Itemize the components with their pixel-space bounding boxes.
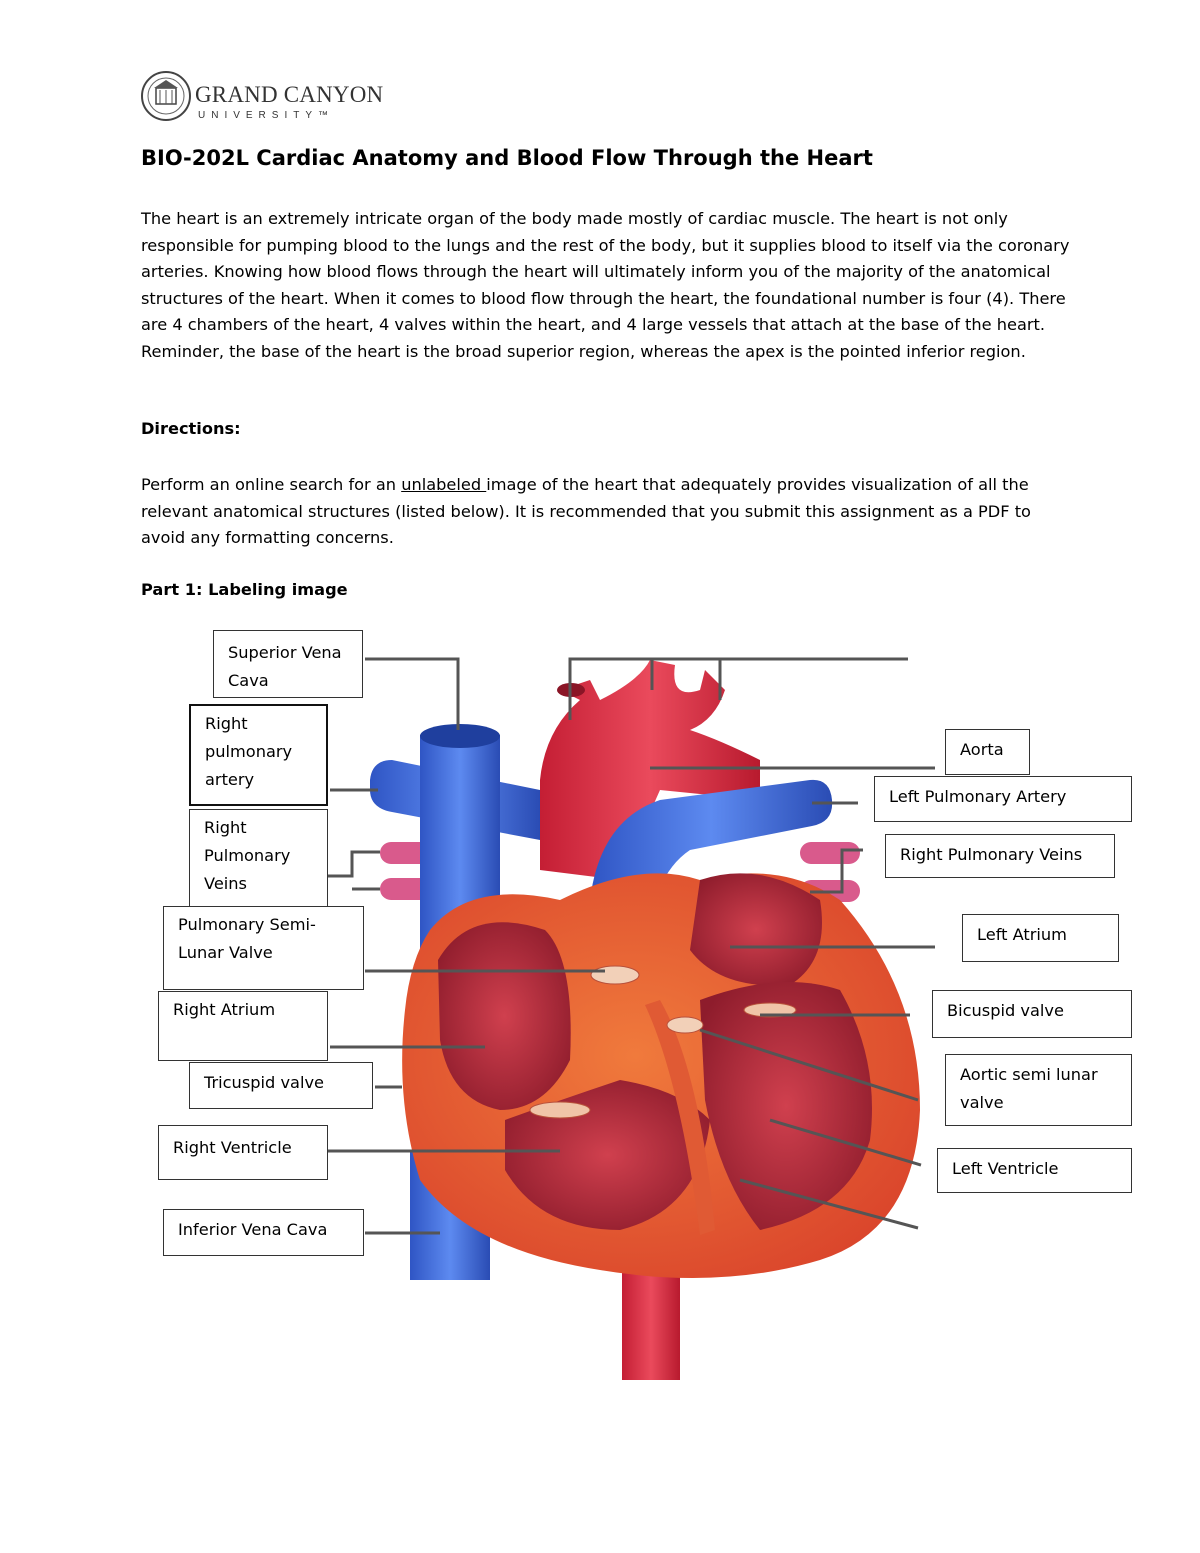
directions-text-after: image of the heart that adequately provides visualization of all the relevant anatomical structures (listed below). It is recommended that you submit this assignment as a PDF to avoid any formatting concerns.	[141, 475, 1031, 547]
label-bicuspid-valve: Bicuspid valve	[932, 990, 1132, 1038]
label-right-atrium: Right Atrium	[158, 991, 328, 1061]
university-name: GRAND CANYON	[195, 82, 384, 107]
label-right-pulmonary-veins-right: Right Pulmonary Veins	[885, 834, 1115, 878]
left-atrium-cavity	[690, 873, 822, 985]
label-superior-vena-cava: Superior Vena Cava	[213, 630, 363, 698]
label-right-ventricle: Right Ventricle	[158, 1125, 328, 1180]
directions-text-before: Perform an online search for an	[141, 475, 402, 494]
tricuspid-valve-shape	[530, 1102, 590, 1118]
label-aorta: Aorta	[945, 729, 1030, 775]
label-pulmonary-semilunar-valve: Pulmonary Semi-Lunar Valve	[163, 906, 364, 990]
university-subtitle: UNIVERSITY™	[198, 110, 335, 121]
directions-heading: Directions:	[141, 419, 241, 438]
label-tricuspid-valve: Tricuspid valve	[189, 1062, 373, 1109]
page-title: BIO-202L Cardiac Anatomy and Blood Flow Through the Heart	[141, 146, 873, 170]
label-right-pulmonary-artery: Right pulmonary artery	[189, 704, 328, 806]
label-left-atrium: Left Atrium	[962, 914, 1119, 962]
right-atrium-cavity	[438, 922, 571, 1110]
aortic-valve-shape	[667, 1017, 703, 1033]
directions-underlined: unlabeled	[401, 475, 487, 494]
label-aortic-semilunar-valve: Aortic semi lunar valve	[945, 1054, 1132, 1126]
part1-heading: Part 1: Labeling image	[141, 580, 348, 599]
pulmonary-valve-shape	[591, 966, 639, 984]
label-right-pulmonary-veins-left: Right Pulmonary Veins	[189, 809, 328, 907]
label-left-ventricle: Left Ventricle	[937, 1148, 1132, 1193]
label-left-pulmonary-artery: Left Pulmonary Artery	[874, 776, 1132, 822]
label-inferior-vena-cava: Inferior Vena Cava	[163, 1209, 364, 1256]
intro-paragraph: The heart is an extremely intricate organ of the body made mostly of cardiac muscle. The heart is not only responsible for pumping blood to the lungs and the rest of the body, but it supplies blood to itself via the coronary arteries. Knowing how blood flows through the heart will ultimately inform you of the majority of the anatomical structures of the heart. When it comes to blood flow through the heart, the foundational number is four (4). There are 4 chambers of the heart, 4 valves within the heart, and 4 large vessels that attach at the base of the heart. Reminder, the base of the heart is the broad superior region, whereas the apex is the pointed inferior region.	[141, 209, 1070, 361]
